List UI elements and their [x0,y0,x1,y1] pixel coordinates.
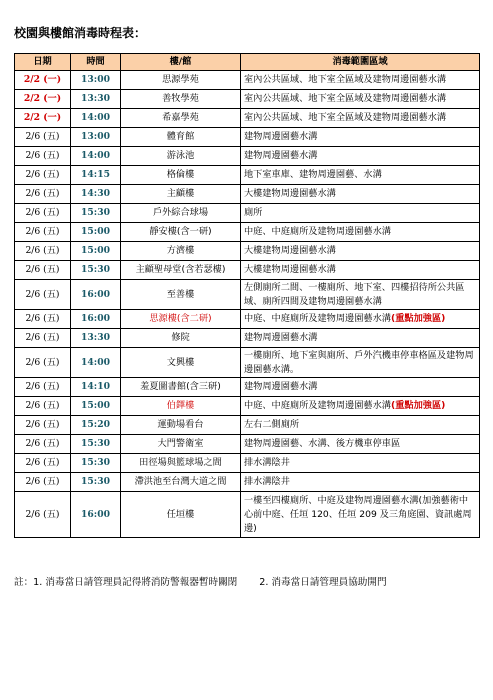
table-header-row [15,54,480,71]
cell-time [71,454,121,473]
cell-area-text: 大樓建物周邊園藝水溝 [244,245,336,256]
cell-building [121,166,241,185]
cell-area-text: 建物周邊園藝、水溝、後方機車停車區 [244,438,401,449]
cell-time [71,109,121,128]
cell-date-text: 2/6 (五) [25,207,60,218]
cell-area-text: 中庭、中庭廁所及建物周邊園藝水溝 [244,400,391,411]
cell-time [71,223,121,242]
cell-time-text: 14:10 [81,381,110,392]
cell-time-text: 13:30 [81,93,110,104]
cell-area-text: 建物周邊園藝水溝 [244,381,318,392]
cell-area-text: 建物周邊園藝水溝 [244,131,318,142]
cell-building-text: 希嘉學苑 [162,112,199,123]
cell-area-text: 大樓建物周邊園藝水溝 [244,188,336,199]
cell-area-text: 室內公共區域、地下室全區域及建物周邊園藝水溝 [244,93,447,104]
table-row [15,261,480,280]
cell-area-text: 左側廁所二間、一樓廁所、地下室、四樓招待所公共區域、廁所四間及建物周邊園藝水溝 [244,281,465,307]
table-row [15,166,480,185]
cell-time-text: 13:00 [81,131,110,142]
cell-building [121,348,241,378]
cell-area [241,348,480,378]
cell-building [121,378,241,397]
cell-area-text: 中庭、中庭廁所及建物周邊園藝水溝 [244,226,391,237]
cell-time [71,242,121,261]
cell-building-text: 修院 [171,332,190,343]
cell-date [15,280,71,310]
cell-building [121,416,241,435]
cell-building [121,223,241,242]
cell-time [71,435,121,454]
cell-date [15,261,71,280]
cell-building [121,185,241,204]
table-row [15,242,480,261]
cell-time-text: 15:30 [81,438,110,449]
cell-building [121,90,241,109]
cell-area-text: 室內公共區域、地下室全區域及建物周邊園藝水溝 [244,112,447,123]
cell-date [15,128,71,147]
cell-building [121,473,241,492]
table-row [15,473,480,492]
cell-time-text: 14:30 [81,188,110,199]
cell-building-text: 靜安樓(含一研) [149,226,212,237]
cell-building-text: 主顧聖母堂(含若瑟樓) [135,264,226,275]
cell-building [121,397,241,416]
cell-building [121,435,241,454]
cell-time [71,90,121,109]
cell-time-text: 15:30 [81,476,110,487]
cell-building-text: 體育館 [166,131,195,142]
cell-building-text: 游泳池 [166,150,195,161]
cell-area-text: 排水溝陰井 [244,457,290,468]
cell-area-text: 一樓至四樓廁所、中庭及建物周邊園藝水溝(加強藝術中心前中庭、任垣 120、任垣 209 及三角庭園、資訊處周邊) [244,494,472,534]
note-2: 2. 消毒當日請管理員協助開門 [259,577,387,588]
cell-area [241,71,480,90]
cell-time-text: 14:00 [81,112,110,123]
cell-date-text: 2/6 (五) [25,400,60,411]
cell-area [241,492,480,538]
table-row [15,90,480,109]
cell-date [15,473,71,492]
table-row [15,492,480,538]
cell-area-text: 中庭、中庭廁所及建物周邊園藝水溝 [244,313,391,324]
cell-date-text: 2/6 (五) [25,150,60,161]
cell-building-text: 思源樓(含二研) [149,313,212,324]
cell-area-text: 建物周邊園藝水溝 [244,150,318,161]
cell-date [15,147,71,166]
cell-area [241,128,480,147]
cell-area [241,166,480,185]
priority-label: (重點加強區) [391,313,446,324]
cell-time [71,492,121,538]
cell-area-text: 左右二側廁所 [244,419,300,430]
cell-time [71,147,121,166]
cell-building-text: 文興樓 [166,356,195,368]
table-body [15,71,480,538]
cell-area [241,185,480,204]
cell-date [15,329,71,348]
cell-area [241,147,480,166]
header-area: 消毒範圍區域 [241,54,480,71]
cell-date [15,454,71,473]
cell-date-text: 2/6 (五) [25,356,60,368]
cell-time [71,348,121,378]
cell-date [15,435,71,454]
header-date: 日期 [15,54,71,71]
table-row [15,204,480,223]
cell-date [15,310,71,329]
cell-area-text: 建物周邊園藝水溝 [244,332,318,343]
cell-building-text: 大門警衛室 [157,438,204,449]
cell-building-text: 運動場看台 [157,419,204,430]
cell-time-text: 15:30 [81,207,110,218]
cell-building-text: 滯洪池至台灣大道之間 [134,476,227,487]
cell-area [241,109,480,128]
cell-time [71,280,121,310]
cell-area [241,242,480,261]
cell-area [241,397,480,416]
cell-time [71,416,121,435]
cell-date-text: 2/6 (五) [25,313,60,324]
cell-time [71,185,121,204]
cell-area [241,378,480,397]
cell-building-text: 格倫樓 [166,169,195,180]
cell-building [121,280,241,310]
cell-date [15,242,71,261]
cell-date-text: 2/6 (五) [25,438,60,449]
cell-date-text: 2/6 (五) [25,288,60,300]
cell-building-text: 至善樓 [166,288,195,300]
cell-area [241,90,480,109]
cell-time-text: 15:20 [81,419,110,430]
schedule-table [14,53,480,538]
cell-building-text: 思源學苑 [162,74,199,85]
cell-time [71,204,121,223]
table-row [15,185,480,204]
cell-date [15,90,71,109]
table-row [15,329,480,348]
cell-building [121,147,241,166]
cell-area [241,261,480,280]
cell-time [71,71,121,90]
cell-building-text: 善牧學苑 [162,93,199,104]
page-title: 校園與樓館消毒時程表： [14,26,147,40]
cell-building [121,261,241,280]
table-row [15,223,480,242]
cell-building [121,492,241,538]
cell-date [15,416,71,435]
cell-date [15,397,71,416]
cell-date-text: 2/6 (五) [25,131,60,142]
cell-date-text: 2/6 (五) [25,169,60,180]
cell-date-text: 2/6 (五) [25,188,60,199]
cell-time-text: 13:00 [81,74,110,85]
cell-time-text: 16:00 [81,313,110,324]
cell-time [71,397,121,416]
cell-area [241,416,480,435]
note-1: 註：1. 消毒當日請管理員記得將消防警報器暫時關閉 [14,577,238,588]
cell-date-text: 2/2 (一) [23,93,62,104]
cell-area [241,435,480,454]
cell-time-text: 15:00 [81,245,110,256]
cell-building [121,329,241,348]
cell-date [15,223,71,242]
cell-building-text: 羞夏圖書館(含三研) [140,381,221,392]
cell-area [241,280,480,310]
cell-building-text: 主顧樓 [166,188,195,199]
cell-time-text: 14:00 [81,356,110,368]
table-row [15,147,480,166]
cell-time [71,261,121,280]
cell-time-text: 14:15 [81,169,110,180]
cell-area-text: 一樓廁所、地下室與廁所、戶外汽機車停車格區及建物周邊園藝水溝。 [244,349,474,375]
cell-area [241,204,480,223]
cell-building-text: 伯鐸樓 [166,400,195,411]
cell-date-text: 2/2 (一) [23,112,62,123]
cell-area-text: 大樓建物周邊園藝水溝 [244,264,336,275]
cell-date [15,185,71,204]
cell-date [15,204,71,223]
cell-time-text: 15:00 [81,400,110,411]
cell-date [15,348,71,378]
footnote [14,574,387,588]
cell-building-text: 任垣樓 [166,508,195,520]
cell-building-text: 方濟樓 [166,245,195,256]
table-row [15,71,480,90]
cell-building [121,310,241,329]
cell-building [121,204,241,223]
cell-area [241,473,480,492]
cell-area-text: 排水溝陰井 [244,476,290,487]
cell-time-text: 15:00 [81,226,110,237]
table-row [15,435,480,454]
cell-area [241,329,480,348]
table-row [15,454,480,473]
table-row [15,378,480,397]
cell-date [15,378,71,397]
cell-area [241,310,480,329]
cell-building [121,109,241,128]
cell-time [71,473,121,492]
header-building: 樓/館 [121,54,241,71]
cell-building-text: 戶外綜合球場 [152,207,209,218]
cell-date-text: 2/6 (五) [25,381,60,392]
cell-area-text: 地下室車庫、建物周邊園藝、水溝 [244,169,382,180]
cell-time-text: 16:00 [81,508,110,520]
cell-area-text: 室內公共區域、地下室全區域及建物周邊園藝水溝 [244,74,447,85]
table-row [15,416,480,435]
cell-time-text: 16:00 [81,288,110,300]
cell-area [241,223,480,242]
cell-date-text: 2/6 (五) [25,508,60,520]
cell-time-text: 15:30 [81,264,110,275]
cell-date-text: 2/6 (五) [25,245,60,256]
cell-area-text: 廁所 [244,207,263,218]
cell-date-text: 2/6 (五) [25,457,60,468]
cell-date-text: 2/2 (一) [23,74,62,85]
cell-building-text: 田徑場與籃球場之間 [139,457,222,468]
cell-building [121,71,241,90]
table-row [15,109,480,128]
cell-building [121,128,241,147]
cell-building [121,242,241,261]
cell-time [71,378,121,397]
cell-date [15,166,71,185]
cell-time-text: 15:30 [81,457,110,468]
table-row [15,280,480,310]
cell-date-text: 2/6 (五) [25,264,60,275]
cell-time [71,166,121,185]
cell-date [15,109,71,128]
cell-time-text: 13:30 [81,332,110,343]
cell-date [15,492,71,538]
cell-date-text: 2/6 (五) [25,476,60,487]
cell-time-text: 14:00 [81,150,110,161]
cell-time [71,128,121,147]
table-row [15,128,480,147]
table-row [15,397,480,416]
cell-date-text: 2/6 (五) [25,419,60,430]
cell-time [71,329,121,348]
table-row [15,310,480,329]
cell-time [71,310,121,329]
table-row [15,348,480,378]
cell-building [121,454,241,473]
priority-label: (重點加強區) [391,400,446,411]
cell-date-text: 2/6 (五) [25,332,60,343]
cell-area [241,454,480,473]
cell-date [15,71,71,90]
header-time: 時間 [71,54,121,71]
cell-date-text: 2/6 (五) [25,226,60,237]
